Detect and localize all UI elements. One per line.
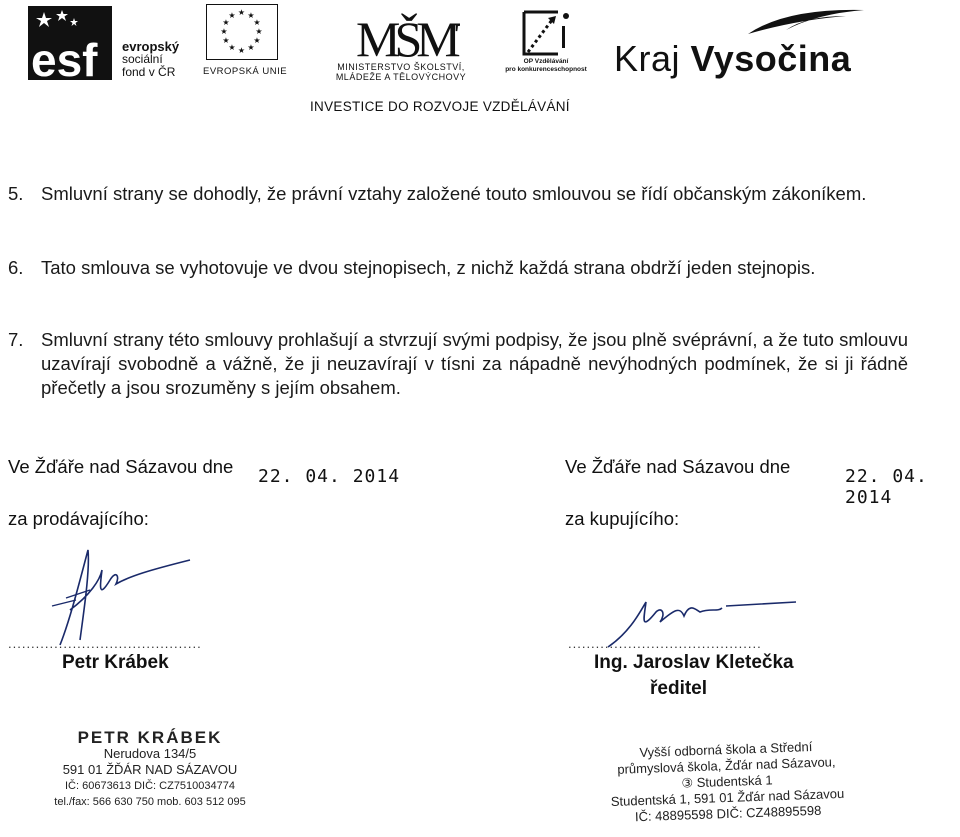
paragraph-number: 5. (8, 183, 24, 204)
op-line2: pro konkurenceschopnost (505, 65, 587, 73)
seller-stamp (30, 730, 270, 810)
svg-text:★: ★ (237, 8, 246, 17)
msmt-line1: MINISTERSTVO ŠKOLSTVÍ, (337, 62, 465, 72)
buyer-title: ředitel (650, 678, 708, 699)
signature-line-right: .......................................... (568, 636, 762, 651)
esf-line2: sociální (122, 52, 163, 66)
paragraph-text: Smluvní strany se dohodly, že právní vztahy založené touto smlouvou se řídí občanským zákoníkem. (41, 183, 867, 204)
svg-text:★: ★ (255, 27, 263, 36)
handwritten-date-right: 22. 04. 2014 (845, 466, 928, 508)
paragraph-text: Smluvní strany této smlouvy prohlašují a stvrzují svými podpisy, že jsou plně svéprávní, a že tuto smlouvu uzavírají svobodně a vážně, že ji neuzavírají v tísni za nápadně nevýhodných podmínek, že si ji řádně přečetly a jsou srozuměny s jejím obsahem. (41, 329, 908, 398)
stamp-ids: IČ: 60673613 DIČ: CZ7510034774 (64, 780, 235, 792)
svg-text:★: ★ (228, 11, 236, 20)
svg-text:★: ★ (253, 36, 261, 45)
svg-text:★: ★ (220, 27, 228, 36)
kraj-light: Kraj (614, 38, 691, 79)
svg-text:★: ★ (247, 11, 255, 20)
esf-line3: fond v ČR (122, 65, 176, 79)
esf-logo-text: esf (31, 34, 98, 80)
investice-heading: INVESTICE DO ROZVOJE VZDĚLÁVÁNÍ (310, 99, 570, 114)
stamp-phone: tel./fax: 566 630 750 mob. 603 512 095 (54, 796, 246, 808)
msmt-line2: MLÁDEŽE A TĚLOVÝCHOVY (335, 72, 467, 82)
handwritten-date-left: 22. 04. 2014 (258, 466, 401, 487)
svg-text:★: ★ (247, 43, 255, 52)
kraj-bold: Vysočina (690, 38, 852, 79)
eu-label: EVROPSKÁ UNIE (203, 66, 288, 77)
msmt-caption (316, 62, 486, 82)
paragraph-5 (8, 182, 898, 206)
eu-flag-logo (206, 4, 278, 60)
svg-text:★: ★ (222, 36, 230, 45)
buyer-stamp (591, 737, 864, 826)
svg-text:★: ★ (253, 18, 261, 27)
stamp-street: Nerudova 134/5 (103, 746, 197, 761)
esf-logo (28, 6, 112, 80)
buyer-name: Ing. Jaroslav Kletečka (594, 652, 794, 673)
stamp-name: PETR KRÁBEK (77, 728, 223, 747)
place-date-left: Ve Žďáře nad Sázavou dne (8, 456, 234, 477)
stamp-line4: Studentská 1, 591 01 Žďár nad Sázavou (610, 785, 845, 810)
svg-text:★: ★ (222, 18, 230, 27)
svg-text:★: ★ (228, 43, 236, 52)
stamp-line2: průmyslová škola, Žďár nad Sázavou, (617, 754, 836, 777)
stamp-line1: Vyšší odborná škola a Střední (639, 739, 813, 761)
paragraph-6 (8, 256, 898, 280)
svg-text:★: ★ (237, 46, 246, 55)
stamp-line5: IČ: 48895598 DIČ: CZ48895598 (634, 802, 822, 825)
paragraph-text: Tato smlouva se vyhotovuje ve dvou stejnopisech, z nichž každá strana obdrží jeden stejnopis. (41, 257, 816, 278)
buyer-label: za kupujícího: (565, 508, 680, 529)
seller-label: za prodávajícího: (8, 508, 149, 529)
msmt-logo-text: MŠM (356, 11, 455, 62)
place-date-right: Ve Žďáře nad Sázavou dne (565, 456, 791, 477)
op-line1: OP Vzdělávání (523, 58, 569, 65)
stamp-city: 591 01 ŽĎÁR NAD SÁZAVOU (62, 762, 238, 777)
esf-line1: evropský (122, 39, 180, 54)
op-logo-icon (518, 8, 578, 63)
paragraph-7 (8, 328, 908, 400)
signature-line-left: .......................................... (8, 636, 202, 651)
esf-caption (122, 40, 179, 79)
paragraph-number: 6. (8, 257, 24, 278)
op-caption (496, 58, 596, 73)
kraj-vysocina-logo (614, 38, 851, 80)
stamp-line3: ③ Studentská 1 (681, 772, 773, 791)
seller-name: Petr Krábek (62, 652, 169, 673)
msmt-logo (350, 6, 460, 67)
paragraph-number: 7. (8, 329, 24, 350)
